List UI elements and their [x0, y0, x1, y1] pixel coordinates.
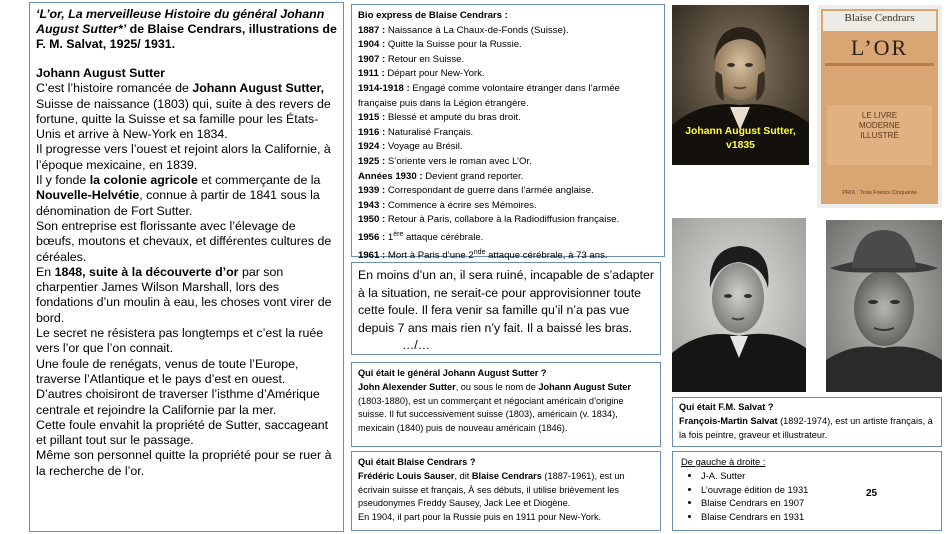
- bio-row-1956: 1956 : 1ère attaque cérébrale.: [358, 230, 484, 244]
- salvat-info-title: Qui était F.M. Salvat ?: [679, 402, 774, 412]
- legend-heading: De gauche à droite :: [681, 456, 766, 467]
- bio-row: 1911 : Départ pour New-York.: [358, 68, 485, 80]
- book-title-rest: de Blaise Cendrars, illustrations de F. M. Salvat, 1925/ 1931.: [36, 22, 337, 51]
- legend-item: • Blaise Cendrars en 1931: [701, 510, 935, 524]
- paragraph-3: Il y fonde la colonie agricole et commerçante de la Nouvelle-Helvétie, connue à partir de 1841 sous la dénomination de Fort Sutter.: [36, 173, 321, 218]
- bio-title: Bio express de Blaise Cendrars :: [358, 10, 508, 21]
- cendrars-info-title: Qui était Blaise Cendrars ?: [358, 457, 476, 467]
- salvat-info-box: [672, 397, 942, 447]
- cendrars-1907-photo: [672, 218, 806, 392]
- bio-row: Années 1930 : Devient grand reporter.: [358, 170, 524, 182]
- paragraph-9: Cette foule envahit la propriété de Sutter, saccageant et pillant tout sur le passage.: [36, 417, 329, 448]
- sutter-info-text: John Alexender Sutter, ou sous le nom de Johann August Suter (1803-1880), est un commerçant et négociant américain d’origine suisse. Il fut successivement suisse (1803), américain (v. 1834), mexicain (1840) puis de nouveau américain (1846).: [358, 381, 631, 434]
- book-title-italic: ‘L’or, La merveilleuse Histoire du général Johann August Sutter*’: [36, 7, 325, 36]
- sutter-info-box: [351, 362, 661, 447]
- legend-item: • Blaise Cendrars en 1907: [701, 496, 935, 510]
- legend-item: • J-A. Sutter: [701, 469, 935, 483]
- book-author-label: Blaise Cendrars: [844, 12, 915, 24]
- cendrars-info-box: [351, 451, 661, 531]
- paragraph-8: D’autres choisiront de traverser l’isthme d’Amérique centrale et rejoindre la Californie par la mer.: [36, 387, 320, 417]
- bio-express-box: [351, 4, 665, 261]
- sutter-info-title: Qui était le général Johann August Sutter ?: [358, 368, 547, 378]
- sutter-photo-caption: Johann August Sutter, v1835: [685, 126, 796, 151]
- paragraph-7: Une foule de renégats, venus de toute l’Europe, traverse l’Atlantique et le pays d’est en ouest.: [36, 356, 299, 386]
- bio-row: 1915 : Blessé et amputé du bras droit.: [358, 112, 521, 124]
- salvat-info-text: François-Martin Salvat (1892-1974), est un artiste français, à la fois peintre, graveur et illustrateur.: [679, 415, 933, 440]
- paragraph-1: C’est l’histoire romancée de Johann August Sutter, Suisse de naissance (1803) qui, suite à des revers de fortune, quitte la Suisse et sa famille pour les États-Unis et arrive à New-York en 1834.: [36, 81, 331, 142]
- legend-list: [679, 469, 935, 524]
- book-title-line: [36, 7, 337, 52]
- bio-row: 1924 : Voyage au Brésil.: [358, 141, 463, 153]
- paragraph-10: Même son personnel quitte la propriété pour se ruer à la recherche de l’or.: [36, 448, 332, 478]
- book-title-label: L’OR: [850, 35, 909, 60]
- legend-item: • L’ouvrage édition de 1931: [701, 483, 935, 497]
- ruin-text: En moins d’un an, il sera ruiné, incapable de s’adapter à la situation, ne serait-ce pour approvisionner toute cette foule. Il fera venir sa famille qu’il n’a pas vue depuis 7 ans mais rien n’y fait. Il a baissé les bras.: [358, 268, 654, 335]
- main-text-box: [29, 2, 344, 532]
- paragraph-6: Le secret ne résistera pas longtemps et c’est la ruée vers l’or que l’on connait.: [36, 326, 324, 356]
- cendrars-info-text: Frédéric Louis Sauser, dit Blaise Cendrars (1887-1961), est un écrivain suisse et français, À ses débuts, il utilise brièvement les pseudonymes Freddy Sausey, Jack Lee et Diogène.: [358, 470, 625, 509]
- bio-rows: [358, 24, 658, 228]
- bio-row: française puis dans la Légion étrangère.: [358, 97, 529, 109]
- book-series-label: LE LIVRE MODERNE ILLUSTRÉ: [859, 111, 900, 140]
- book-price-label: PRIX : Trois Francs Cinquante: [842, 190, 917, 196]
- bio-row: 1914-1918 : Engagé comme volontaire étranger dans l’armée: [358, 82, 620, 94]
- paragraph-5: En 1848, suite à la découverte d’or par son charpentier James Wilson Marshall, lors des fondations d’un moulin à eau, les choses vont virer de bord.: [36, 264, 332, 325]
- photo-legend-box: [672, 451, 942, 531]
- ruin-text-box: [351, 262, 661, 355]
- bio-row-1961: 1961 : Mort à Paris d’une 2nde attaque cérébrale, à 73 ans.: [358, 248, 608, 261]
- bio-row: 1907 : Retour en Suisse.: [358, 53, 465, 65]
- bio-row: 1950 : Retour à Paris, collabore à la Radiodiffusion française.: [358, 214, 620, 226]
- book-cover-photo: [817, 5, 942, 208]
- bio-row: 1943 : Commence à écrire ses Mémoires.: [358, 199, 537, 211]
- bio-row: 1925 : S’oriente vers le roman avec L’Or.: [358, 155, 532, 167]
- bio-row: 1939 : Correspondant de guerre dans l’armée anglaise.: [358, 185, 594, 197]
- sutter-portrait-photo: [672, 5, 809, 165]
- bio-row: 1916 : Naturalisé Français.: [358, 126, 474, 138]
- page-number: 25: [866, 488, 878, 499]
- continued-marker: …/…: [402, 338, 431, 353]
- paragraph-4: Son entreprise est florissante avec l’élevage de bœufs, moutons et chevaux, et différentes cultures de céréales.: [36, 218, 332, 264]
- bio-row: 1887 : Naissance à La Chaux-de-Fonds (Suisse).: [358, 24, 569, 36]
- sutter-heading: Johann August Sutter: [36, 66, 165, 80]
- bio-row: 1904 : Quitte la Suisse pour la Russie.: [358, 39, 522, 51]
- paragraph-2: Il progresse vers l’ouest et rejoint alors la Californie, à l’époque mexicaine, en 1839.: [36, 142, 331, 172]
- cendrars-info-text-2: En 1904, il part pour la Russie puis en 1911 pour New-York.: [358, 512, 602, 523]
- cendrars-1931-photo: [826, 220, 942, 392]
